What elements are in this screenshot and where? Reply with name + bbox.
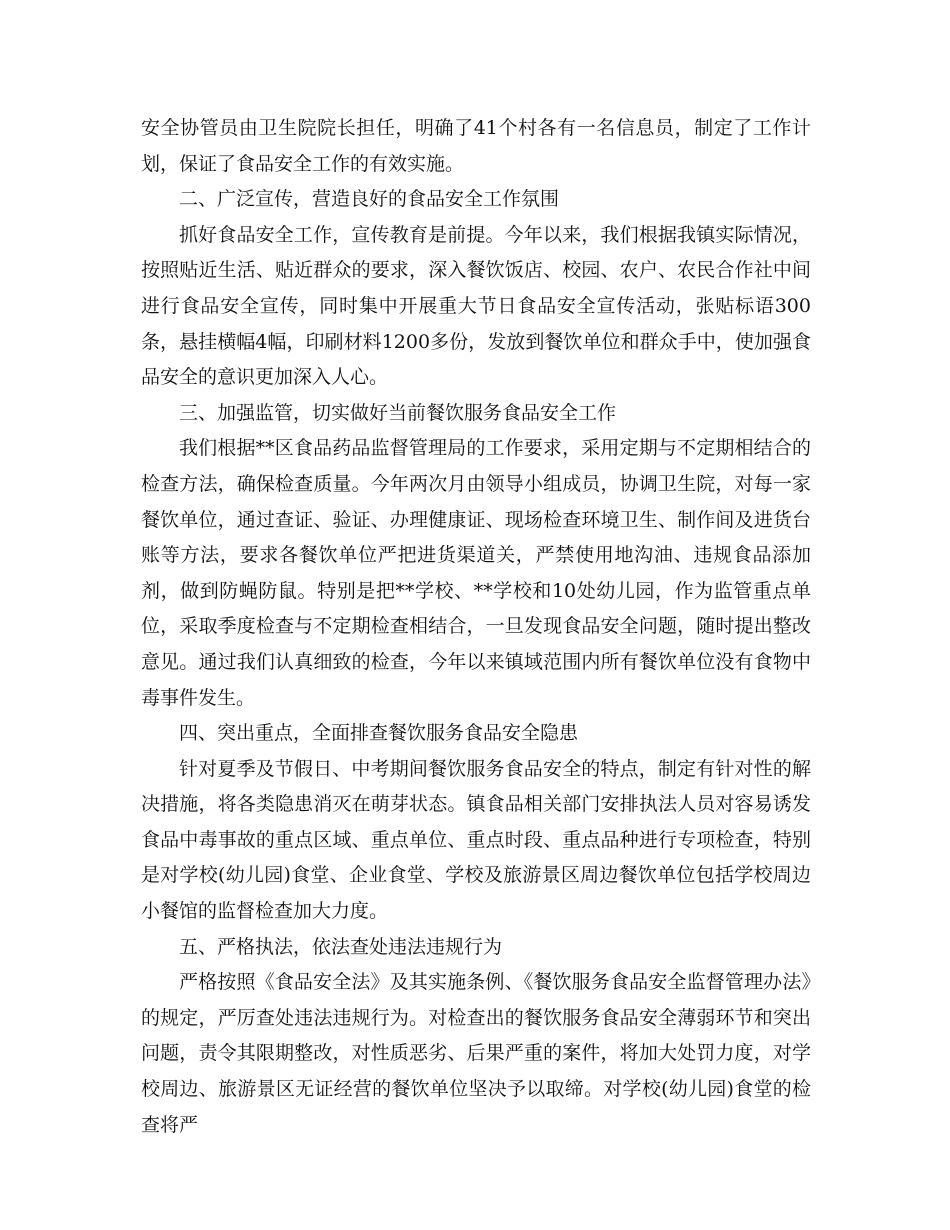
document-body — [141, 111, 811, 1143]
section-heading-4: 四、突出重点，全面排查餐饮服务食品安全隐患 — [179, 722, 579, 745]
paragraph-supervision: 我们根据**区食品药品监督管理局的工作要求，采用定期与不定期相结合的检查方法，确保检查质量。今年两次月由领导小组成员，协调卫生院，对每一家餐饮单位，通过查证、验证、办理健康证、现场检查环境卫生、制作间及进货台账等方法，要求各餐饮单位严把进货渠道关，严禁使用地沟油、违规食品添加剂，做到防蝇防鼠。特别是把**学校、**学校和10处幼儿园，作为监管重点单位，采取季度检查与不定期检查相结合，一旦发现食品安全问题，随时提出整改意见。通过我们认真细致的检查，今年以来镇域范围内所有餐饮单位没有食物中毒事件发生。 — [141, 437, 811, 709]
section-heading-3: 三、加强监管，切实做好当前餐饮服务食品安全工作 — [179, 401, 617, 424]
paragraph-publicity: 抓好食品安全工作，宣传教育是前提。今年以来，我们根据我镇实际情况，按照贴近生活、贴近群众的要求，深入餐饮饭店、校园、农户、农民合作社中间进行食品安全宣传，同时集中开展重大节日食品安全宣传活动，张贴标语300条，悬挂横幅4幅，印刷材料1200多份，发放到餐饮单位和群众手中，使加强食品安全的意识更加深入人心。 — [141, 223, 811, 389]
paragraph-hazards: 针对夏季及节假日、中考期间餐饮服务食品安全的特点，制定有针对性的解决措施，将各类隐患消灭在萌芽状态。镇食品相关部门安排执法人员对容易诱发食品中毒事故的重点区域、重点单位、重点时段、重点品种进行专项检查，特别是对学校(幼儿园)食堂、企业食堂、学校及旅游景区周边餐饮单位包括学校周边小餐馆的监督检查加大力度。 — [141, 757, 811, 923]
section-heading-2: 二、广泛宣传，营造良好的食品安全工作氛围 — [179, 188, 560, 211]
section-heading-5: 五、严格执法，依法查处违法违规行为 — [179, 935, 503, 958]
paragraph-continuation: 安全协管员由卫生院院长担任，明确了41个村各有一名信息员，制定了工作计划，保证了食品安全工作的有效实施。 — [141, 117, 811, 175]
paragraph-enforcement: 严格按照《食品安全法》及其实施条例、《餐饮服务食品安全监督管理办法》的规定，严厉查处违法违规行为。对检查出的餐饮服务食品安全薄弱环节和突出问题，责令其限期整改，对性质恶劣、后果严重的案件，将加大处罚力度，对学校周边、旅游景区无证经营的餐饮单位坚决予以取缔。对学校(幼儿园)食堂的检查将严 — [141, 971, 811, 1136]
